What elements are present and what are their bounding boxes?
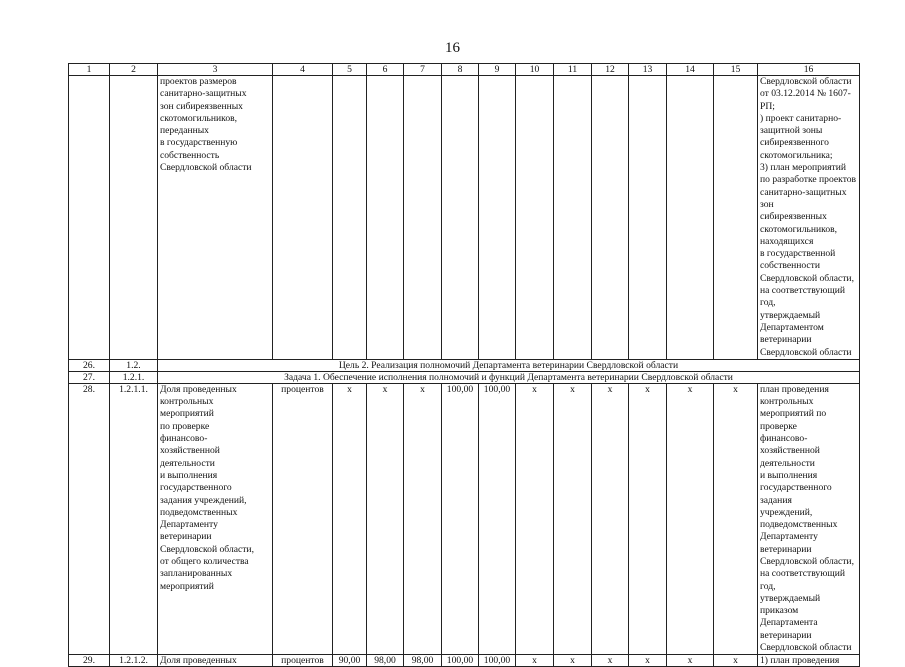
- row-code: 1.2.1.1.: [110, 383, 158, 655]
- value-cell: x: [516, 383, 554, 655]
- value-cell: x: [714, 383, 758, 655]
- value-cell: 90,00: [333, 655, 367, 667]
- row-code: 1.2.: [110, 359, 158, 371]
- source-text: Свердловской области от 03.12.2014 № 1607-РП; ) проект санитарно- защитной зоны сибиреязвенного скотомогильника; 3) план мероприятий по разработке проектов санитарно-защитных зон сибиреязвенных скотомогильников, находящихся в государственной собственности Свердловской области, на соответствующий год, утверждаемый Департаментом ветеринарии Свердловской области: [758, 76, 860, 360]
- value-cell: [442, 76, 479, 360]
- value-cell: [592, 76, 629, 360]
- value-cell: x: [629, 383, 667, 655]
- unit: [273, 76, 333, 360]
- value-cell: 100,00: [479, 383, 516, 655]
- row-number: 28.: [69, 383, 110, 655]
- column-header: 14: [667, 64, 714, 76]
- value-cell: [479, 76, 516, 360]
- value-cell: x: [367, 383, 404, 655]
- value-cell: x: [516, 655, 554, 667]
- value-cell: 98,00: [404, 655, 442, 667]
- value-cell: x: [554, 383, 592, 655]
- value-cell: 100,00: [442, 383, 479, 655]
- value-cell: [333, 76, 367, 360]
- column-header: 15: [714, 64, 758, 76]
- value-cell: [714, 76, 758, 360]
- value-cell: 100,00: [442, 655, 479, 667]
- column-number-row: [69, 64, 860, 76]
- column-header: 5: [333, 64, 367, 76]
- value-cell: x: [404, 383, 442, 655]
- value-cell: x: [554, 655, 592, 667]
- task-heading: Задача 1. Обеспечение исполнения полномочий и функций Департамента ветеринарии Свердловской области: [158, 371, 860, 383]
- source-text: план проведения контрольных мероприятий по проверке финансово-хозяйственной деятельности и выполнения государственного задания учреждений, подведомственных Департаменту ветеринарии Свердловской области, на соответствующий год, утверждаемый приказом Департамента ветеринарии Свердловской области: [758, 383, 860, 655]
- value-cell: x: [333, 383, 367, 655]
- column-header: 13: [629, 64, 667, 76]
- row-number: [69, 76, 110, 360]
- value-cell: x: [629, 655, 667, 667]
- row-code: [110, 76, 158, 360]
- table-row: [69, 359, 860, 371]
- indicators-table: [68, 63, 860, 667]
- table-row: [69, 383, 860, 655]
- page-number: 16: [445, 40, 460, 56]
- column-header: 10: [516, 64, 554, 76]
- indicator-name: проектов размеров санитарно-защитных зон сибиреязвенных скотомогильников, переданных в государственную собственность Свердловской области: [158, 76, 273, 360]
- value-cell: 98,00: [367, 655, 404, 667]
- column-header: 16: [758, 64, 860, 76]
- unit: процентов: [273, 655, 333, 667]
- value-cell: x: [714, 655, 758, 667]
- value-cell: [667, 76, 714, 360]
- source-text: 1) план проведения: [758, 655, 860, 667]
- column-header: 8: [442, 64, 479, 76]
- value-cell: x: [667, 383, 714, 655]
- value-cell: 100,00: [479, 655, 516, 667]
- row-number: 27.: [69, 371, 110, 383]
- indicator-name: Доля проведенных: [158, 655, 273, 667]
- column-header: 1: [69, 64, 110, 76]
- row-number: 29.: [69, 655, 110, 667]
- value-cell: [404, 76, 442, 360]
- goal-heading: Цель 2. Реализация полномочий Департамента ветеринарии Свердловской области: [158, 359, 860, 371]
- column-header: 9: [479, 64, 516, 76]
- column-header: 6: [367, 64, 404, 76]
- value-cell: x: [667, 655, 714, 667]
- indicator-name: Доля проведенных контрольных мероприятий по проверке финансово- хозяйственной деятельности и выполнения государственного задания учреждений, подведомственных Департаменту ветеринарии Свердловской области, от общего количества запланированных мероприятий: [158, 383, 273, 655]
- value-cell: [367, 76, 404, 360]
- row-code: 1.2.1.: [110, 371, 158, 383]
- value-cell: [516, 76, 554, 360]
- value-cell: [629, 76, 667, 360]
- table-row: [69, 371, 860, 383]
- column-header: 2: [110, 64, 158, 76]
- value-cell: [554, 76, 592, 360]
- table-row: [69, 76, 860, 360]
- column-header: 7: [404, 64, 442, 76]
- column-header: 4: [273, 64, 333, 76]
- value-cell: x: [592, 383, 629, 655]
- column-header: 12: [592, 64, 629, 76]
- row-number: 26.: [69, 359, 110, 371]
- table-row: [69, 655, 860, 667]
- column-header: 3: [158, 64, 273, 76]
- row-code: 1.2.1.2.: [110, 655, 158, 667]
- value-cell: x: [592, 655, 629, 667]
- unit: процентов: [273, 383, 333, 655]
- column-header: 11: [554, 64, 592, 76]
